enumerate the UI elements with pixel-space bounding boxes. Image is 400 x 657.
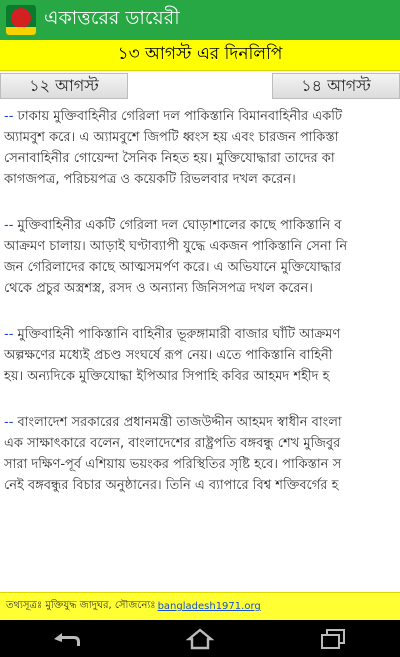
entry-line: আক্রমণ চালায়। আড়াই ঘণ্টাব্যাপী যুদ্ধে একজন পাকিস্তানি সেনা নি xyxy=(4,239,348,254)
diary-entry xyxy=(4,102,400,190)
entry-dash: -- xyxy=(4,415,14,430)
app-logo-icon xyxy=(6,5,36,35)
entry-line: অল্পক্ষণের মধ্যেই প্রচণ্ড সংঘর্ষে রূপ নেয়। এতে পাকিস্তানি বাহিনী xyxy=(4,348,333,363)
recent-apps-icon[interactable] xyxy=(313,624,353,654)
page-title: ১৩ আগস্ট এর দিনলিপি xyxy=(0,40,400,71)
entry-line: -- মুক্তিবাহিনী পাকিস্তানি বাহিনীর ভূরুঙ্গামারী বাজার ঘাঁটি আক্রমণ xyxy=(4,327,341,342)
system-nav-bar xyxy=(0,620,400,657)
entry-dash: -- xyxy=(4,109,14,124)
entry-line: -- বাংলাদেশ সরকারের প্রধানমন্ত্রী তাজউদ্দীন আহমদ স্বাধীন বাংলা xyxy=(4,415,342,430)
previous-day-button[interactable]: ১২ আগস্ট xyxy=(0,73,128,99)
entry-dash: -- xyxy=(4,218,14,233)
entry-dash: -- xyxy=(4,327,14,342)
entry-line: -- মুক্তিবাহিনীর একটি গেরিলা দল ঘোড়াশালের কাছে পাকিস্তানি ব xyxy=(4,218,342,233)
diary-entry xyxy=(4,211,400,299)
diary-content[interactable] xyxy=(0,102,400,592)
source-text: তথ্যসূত্রঃ মুক্তিযুদ্ধ জাদুঘর, সৌজন্যেঃ xyxy=(6,600,156,611)
diary-entry xyxy=(4,408,400,496)
back-icon[interactable] xyxy=(47,624,87,654)
entry-line: থেকে প্রচুর অস্ত্রশস্ত্র, রসদ ও অন্যান্য জিনিসপত্র দখল করেন। xyxy=(4,281,313,296)
entry-line: সারা দক্ষিণ-পূর্ব এশিয়ায় ভয়ংকর পরিস্থিতির সৃষ্টি হবে। পাকিস্তান স xyxy=(4,457,342,472)
app-title: একাত্তরের ডায়েরী xyxy=(44,7,180,29)
app-bar xyxy=(0,0,400,40)
next-day-button[interactable]: ১৪ আগস্ট xyxy=(272,73,400,99)
diary-entry xyxy=(4,320,400,387)
entry-line: নেই বঙ্গবন্ধুর বিচার অনুষ্ঠানের। তিনি এ ব্যাপারে বিশ্ব শক্তিবর্গের হ xyxy=(4,478,339,493)
date-nav xyxy=(0,73,400,99)
source-link[interactable]: bangladesh1971.org xyxy=(157,601,261,612)
entry-line: অ্যামবুশ করে। এ অ্যামবুশে জিপটি ধ্বংস হয় এবং চারজন পাকিস্তা xyxy=(4,130,339,145)
entry-line: -- ঢাকায় মুক্তিবাহিনীর গেরিলা দল পাকিস্তানি বিমানবাহিনীর একটি xyxy=(4,109,343,124)
entry-line: হয়। অন্যদিকে মুক্তিযোদ্ধা ইপিআর সিপাহি কবির আহমদ শহীদ হ xyxy=(4,369,330,384)
entry-line: সেনাবাহিনীর গোয়েন্দা সৈনিক নিহত হয়। মুক্তিযোদ্ধারা তাদের কা xyxy=(4,151,335,166)
entry-line: জন গেরিলাদের কাছে আত্মসমর্পণ করে। এ অভিযানে মুক্তিযোদ্ধার xyxy=(4,260,342,275)
source-footer xyxy=(0,592,400,620)
entry-line: কাগজপত্র, পরিচয়পত্র ও কয়েকটি রিভলবার দখল করেন। xyxy=(4,172,296,187)
home-icon[interactable] xyxy=(180,624,220,654)
entry-line: এক সাক্ষাৎকারে বলেন, বাংলাদেশের রাষ্ট্রপতি বঙ্গবন্ধু শেখ মুজিবুর xyxy=(4,436,341,451)
